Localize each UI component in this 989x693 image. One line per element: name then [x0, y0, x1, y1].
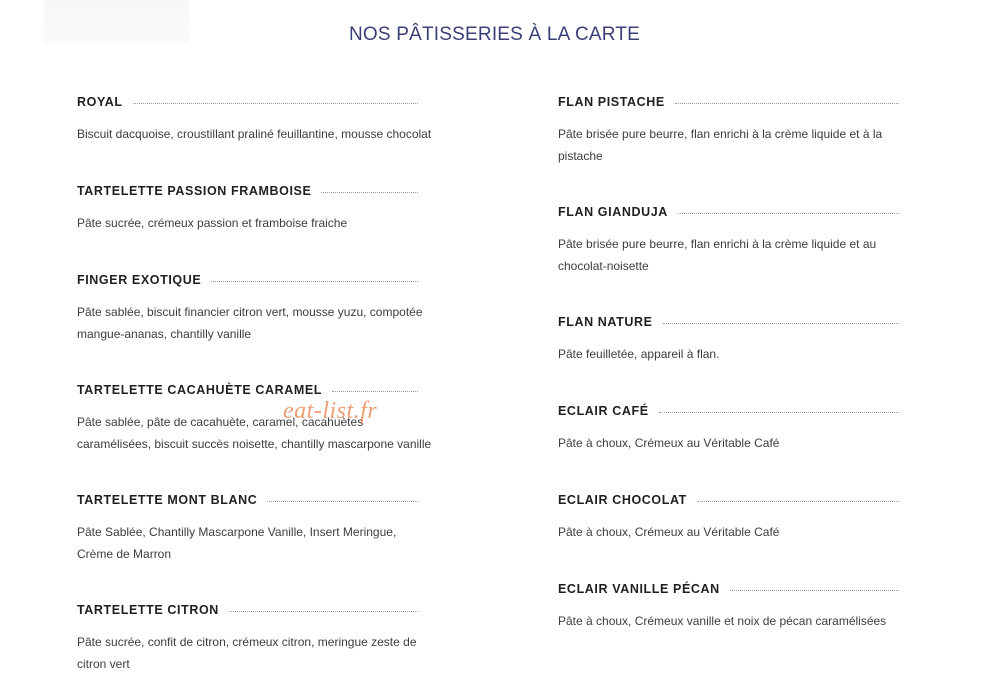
menu-item-eclair-vanille-pecan: [558, 580, 918, 632]
menu-item-flan-nature: [558, 313, 918, 365]
menu-item-header: [77, 601, 437, 619]
menu-item-header: [77, 381, 437, 399]
menu-item-header: [558, 313, 918, 331]
menu-item-name: FINGER EXOTIQUE: [77, 273, 202, 287]
menu-item-description: Pâte feuilletée, appareil à flan.: [558, 347, 720, 361]
menu-item-name: FLAN GIANDUJA: [558, 205, 668, 219]
menu-item-name: TARTELETTE MONT BLANC: [77, 493, 258, 507]
menu-item-description: Pâte sucrée, crémeux passion et framboise fraiche: [77, 216, 348, 230]
menu-item-description: Pâte brisée pure beurre, flan enrichi à la crème liquide et au chocolat-noisette: [558, 237, 877, 273]
dotted-leader: [675, 103, 899, 104]
menu-item-name: FLAN PISTACHE: [558, 95, 665, 109]
menu-item-tartelette-cacahuete-caramel: [77, 381, 437, 455]
menu-item-description: Pâte sablée, pâte de cacahuète, caramel, cacahuètes caramélisées, biscuit succès noisette, chantilly mascarpone vanille: [77, 415, 432, 451]
menu-item-name: TARTELETTE PASSION FRAMBOISE: [77, 184, 312, 198]
menu-item-header: [558, 93, 918, 111]
dotted-leader: [211, 281, 418, 282]
dotted-leader: [267, 501, 418, 502]
menu-item-flan-gianduja: [558, 203, 918, 277]
menu-item-header: [77, 182, 437, 200]
menu-item-flan-pistache: [558, 93, 918, 167]
menu-item-name: ECLAIR CHOCOLAT: [558, 493, 687, 507]
menu-item-description: Biscuit dacquoise, croustillant praliné feuillantine, mousse chocolat: [77, 127, 432, 141]
dotted-leader: [678, 213, 899, 214]
menu-item-header: [77, 93, 437, 111]
menu-item-description: Pâte à choux, Crémeux vanille et noix de pécan caramélisées: [558, 614, 887, 628]
menu-item-name: TARTELETTE CACAHUÈTE CARAMEL: [77, 383, 323, 397]
dotted-leader: [663, 323, 899, 324]
menu-item-description: Pâte brisée pure beurre, flan enrichi à la crème liquide et à la pistache: [558, 127, 883, 163]
menu-item-header: [558, 203, 918, 221]
dotted-leader: [229, 611, 418, 612]
menu-item-header: [558, 580, 918, 598]
page-title: NOS PÂTISSERIES À LA CARTE: [349, 24, 640, 45]
menu-item-description: Pâte sucrée, confit de citron, crémeux citron, meringue zeste de citron vert: [77, 635, 417, 671]
menu-item-finger-exotique: [77, 271, 437, 345]
menu-item-header: [77, 491, 437, 509]
menu-item-name: ECLAIR VANILLE PÉCAN: [558, 582, 720, 596]
menu-item-name: TARTELETTE CITRON: [77, 603, 219, 617]
menu-item-eclair-chocolat: [558, 491, 918, 543]
watermark-text: eat-list.fr: [283, 398, 378, 424]
dotted-leader: [697, 501, 899, 502]
menu-item-description: Pâte à choux, Crémeux au Véritable Café: [558, 525, 780, 539]
menu-item-description: Pâte à choux, Crémeux au Véritable Café: [558, 436, 780, 450]
menu-item-description: Pâte sablée, biscuit financier citron vert, mousse yuzu, compotée mangue-ananas, chantilly vanille: [77, 305, 423, 341]
menu-item-description: Pâte Sablée, Chantilly Mascarpone Vanille, Insert Meringue, Crème de Marron: [77, 525, 397, 561]
menu-item-header: [558, 491, 918, 509]
menu-item-tartelette-mont-blanc: [77, 491, 437, 565]
dotted-leader: [133, 103, 418, 104]
menu-item-tartelette-passion-framboise: [77, 182, 437, 234]
dotted-leader: [730, 590, 899, 591]
menu-item-name: ECLAIR CAFÉ: [558, 404, 649, 418]
menu-item-royal: [77, 93, 437, 145]
dotted-leader: [321, 192, 418, 193]
menu-item-header: [77, 271, 437, 289]
dotted-leader: [659, 412, 899, 413]
menu-item-name: FLAN NATURE: [558, 315, 653, 329]
menu-item-header: [558, 402, 918, 420]
menu-item-eclair-cafe: [558, 402, 918, 454]
menu-item-name: ROYAL: [77, 95, 123, 109]
dotted-leader: [332, 391, 418, 392]
menu-item-tartelette-citron: [77, 601, 437, 675]
